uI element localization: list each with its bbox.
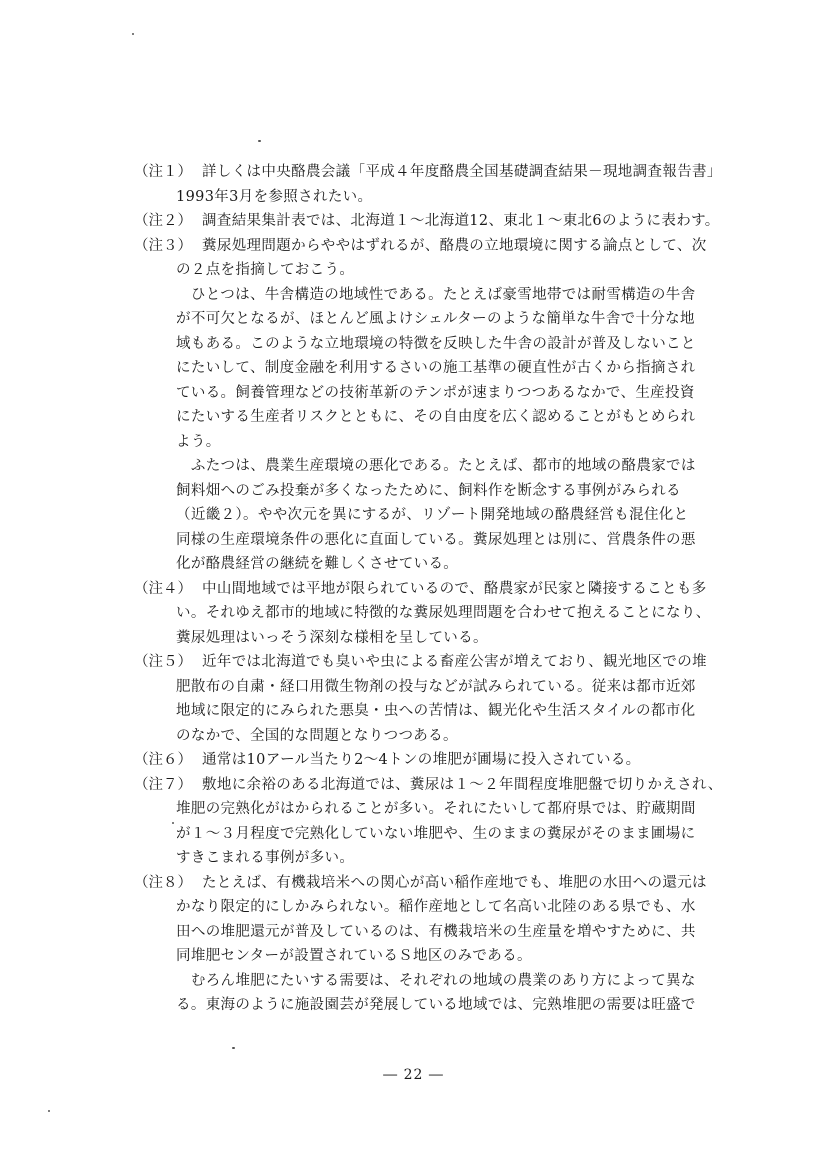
footnote-line: 同堆肥センターが設置されているＳ地区のみである。 — [176, 948, 532, 964]
footnote-line: 田への堆肥還元が普及しているのは、有機栽培米の生産量を増やすために、共 — [176, 923, 696, 940]
footnote-line: ひとつは、牛舎構造の地域性である。たとえば豪雪地帯では耐雪構造の牛舎 — [176, 286, 696, 303]
footnote-line: むろん堆肥にたいする需要は、それぞれの地域の農業のあり方によって異な — [176, 972, 696, 989]
footnote-label: （注５） — [134, 654, 192, 670]
footnote-line: る。東海のように施設園芸が発展している地域では、完熟堆肥の需要は旺盛で — [176, 997, 696, 1013]
scan-speck — [258, 140, 261, 142]
footnote-line: 糞尿処理問題からややはずれるが、酪農の立地環境に関する論点として、次 — [202, 237, 707, 254]
footnote-line: 堆肥の完熟化がはかられることが多い。それにたいして都府県では、貯蔵期間 — [176, 801, 696, 817]
footnote-line: 地域に限定的にみられた悪臭・虫への苦情は、観光化や生活スタイルの都市化 — [176, 703, 696, 719]
page-number: ― 22 ― — [383, 1067, 444, 1083]
footnote-line: のなかで、全国的な問題となりつつある。 — [176, 727, 458, 744]
footnote-line: 化が酪農経営の継続を難しくさせている。 — [176, 556, 459, 572]
scan-speck — [48, 1110, 50, 1112]
footnote-line: い。それゆえ都市的地域に特徴的な糞尿処理問題を合わせて抱えることになり、 — [176, 605, 711, 621]
scan-speck — [172, 822, 174, 824]
footnote-line: が不可欠となるが、ほとんど風よけシェルターのような簡単な牛舎で十分な地 — [176, 311, 695, 327]
footnote-line: 糞尿処理はいっそう深刻な様相を呈している。 — [176, 629, 488, 646]
footnote-line: 通常は10アール当たり2～4トンの堆肥が圃場に投入されている。 — [202, 752, 641, 768]
footnote-line: ている。飼養管理などの技術革新のテンポが速まりつつあるなかで、生産投資 — [176, 384, 695, 401]
footnote-line: 域もある。このような立地環境の特徴を反映した牛舎の設計が普及しないこと — [176, 335, 696, 352]
footnote-line: にたいして、制度金融を利用するさいの施工基準の硬直性が古くから指摘され — [176, 360, 696, 376]
footnote-line: 近年では北海道でも臭いや虫による畜産公害が増えており、観光地区での堆 — [202, 654, 707, 670]
footnote-line: 詳しくは中央酪農会議「平成４年度酪農全国基礎調査結果－現地調査報告書」 — [202, 164, 722, 180]
footnote-line: （近畿２）。やや次元を異にするが、リゾート開発地域の酪農経営も混住化と — [176, 507, 689, 523]
footnote-line: 調査結果集計表では、北海道１～北海道12、東北１～東北6のように表わす。 — [202, 213, 720, 229]
footnote-label: （注１） — [134, 164, 192, 180]
scan-speck — [232, 1047, 235, 1049]
footnote-line: たとえば、有機栽培米への関心が高い稲作産地でも、堆肥の水田への還元は — [202, 874, 707, 891]
footnote-line: 敷地に余裕のある北海道では、糞尿は１～２年間程度堆肥盤で切りかえされ、 — [202, 776, 723, 793]
footnote-label: （注４） — [134, 580, 192, 597]
footnote-label: （注６） — [134, 752, 192, 768]
footnote-label: （注７） — [134, 776, 192, 793]
footnote-label: （注８） — [134, 874, 192, 891]
footnote-label: （注３） — [134, 237, 192, 254]
footnote-line: にたいする生産者リスクとともに、その自由度を広く認めることがもとめられ — [176, 409, 696, 425]
footnote-line: 中山間地域では平地が限られているので、酪農家が民家と隣接することも多 — [202, 580, 707, 597]
footnote-line: が１～３月程度で完熟化していない堆肥や、生のままの糞尿がそのまま圃場に — [176, 825, 696, 842]
footnote-line: かなり限定的にしかみられない。稲作産地として名高い北陸のある県でも、水 — [176, 899, 696, 915]
scan-speck — [132, 33, 134, 35]
footnote-line: すきこまれる事例が多い。 — [176, 850, 355, 866]
footnote-line: 肥散布の自粛・経口用微生物剤の投与などが試みられている。従来は都市近郊 — [176, 678, 696, 695]
footnote-line: 同様の生産環境条件の悪化に直面している。糞尿処理とは別に、営農条件の悪 — [176, 531, 696, 548]
footnote-line: よう。 — [176, 433, 221, 450]
footnote-label: （注２） — [134, 213, 192, 229]
footnote-line: の２点を指摘しておこう。 — [176, 262, 355, 278]
footnote-line: 飼料畑へのごみ投棄が多くなったために、飼料作を断念する事例がみられる — [176, 482, 681, 499]
footnote-line: ふたつは、農業生産環境の悪化である。たとえば、都市的地域の酪農家では — [176, 458, 696, 474]
footnote-line: 1993年3月を参照されたい。 — [176, 188, 373, 205]
